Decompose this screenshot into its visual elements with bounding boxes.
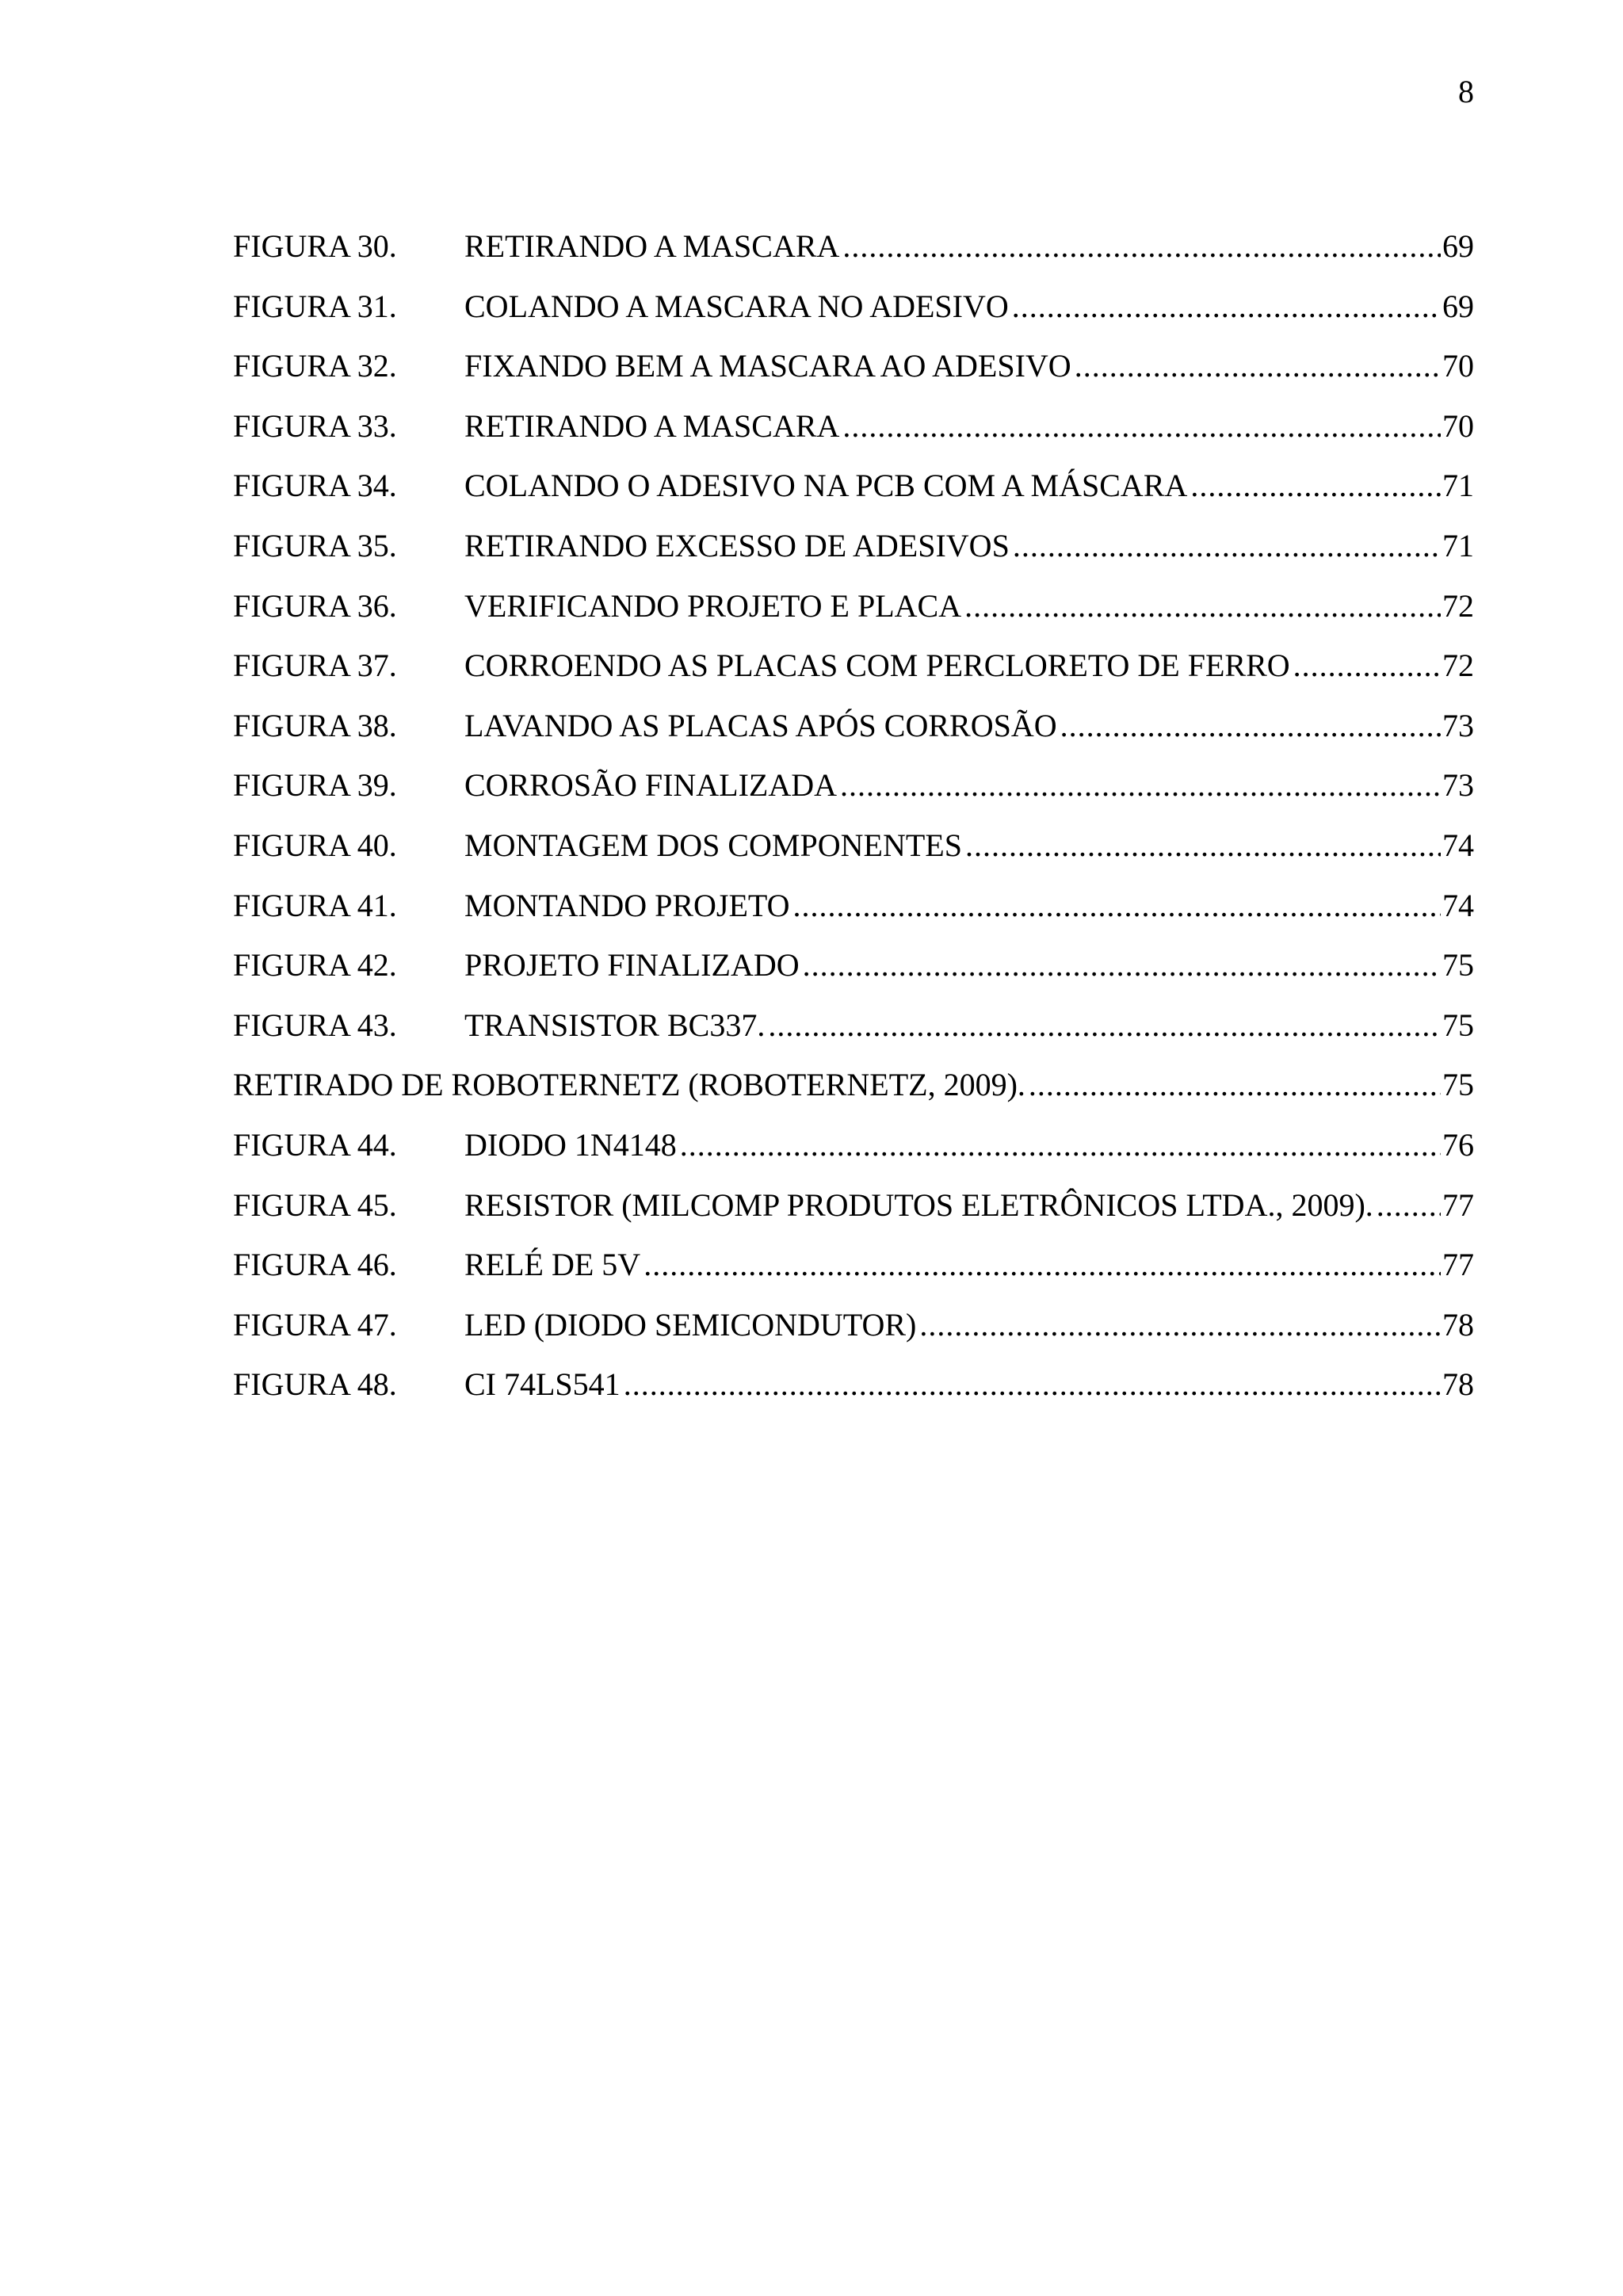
dot-leader bbox=[842, 407, 1441, 445]
dot-leader bbox=[768, 1007, 1441, 1045]
figure-page: 78 bbox=[1442, 1306, 1474, 1343]
page-number: 8 bbox=[1458, 74, 1474, 109]
figure-label: FIGURA 30. bbox=[233, 228, 397, 264]
figure-title: FIXANDO BEM A MASCARA AO ADESIVO bbox=[464, 348, 1071, 384]
figure-page: 78 bbox=[1442, 1366, 1474, 1403]
figure-title: COLANDO O ADESIVO NA PCB COM A MÁSCARA bbox=[464, 468, 1188, 504]
toc-entry[interactable] bbox=[233, 766, 1474, 827]
dot-leader bbox=[1029, 1066, 1441, 1104]
figure-label: FIGURA 45. bbox=[233, 1186, 397, 1223]
figure-title: RETIRANDO EXCESSO DE ADESIVOS bbox=[464, 527, 1010, 563]
dot-leader bbox=[1012, 288, 1441, 326]
toc-entry[interactable] bbox=[233, 1126, 1474, 1186]
dot-leader bbox=[919, 1306, 1441, 1344]
figure-page: 77 bbox=[1442, 1186, 1474, 1223]
dot-leader bbox=[1060, 707, 1441, 745]
dot-leader bbox=[1013, 527, 1441, 565]
figure-title: CORROSÃO FINALIZADA bbox=[464, 767, 838, 804]
toc-entry[interactable] bbox=[233, 527, 1474, 587]
figure-label: FIGURA 34. bbox=[233, 468, 397, 504]
figure-label: FIGURA 35. bbox=[233, 527, 397, 563]
toc-entry[interactable] bbox=[233, 347, 1474, 407]
list-of-figures bbox=[233, 227, 1474, 1426]
figure-page: 71 bbox=[1442, 527, 1474, 563]
dot-leader bbox=[964, 587, 1441, 625]
toc-entry-continuation[interactable] bbox=[233, 1066, 1474, 1126]
figure-label: FIGURA 48. bbox=[233, 1366, 397, 1403]
figure-title: RETIRANDO A MASCARA bbox=[464, 407, 840, 444]
figure-label: FIGURA 42. bbox=[233, 947, 397, 984]
dot-leader bbox=[842, 227, 1441, 266]
figure-page: 69 bbox=[1442, 228, 1474, 264]
dot-leader bbox=[1293, 647, 1441, 685]
figure-page: 74 bbox=[1442, 827, 1474, 863]
figure-title: LAVANDO AS PLACAS APÓS CORROSÃO bbox=[464, 707, 1057, 743]
figure-title: RETIRADO DE ROBOTERNETZ (ROBOTERNETZ, 2009). bbox=[233, 1067, 1025, 1103]
figure-page: 75 bbox=[1442, 1067, 1474, 1103]
toc-entry[interactable] bbox=[233, 1366, 1474, 1426]
figure-label: FIGURA 43. bbox=[233, 1007, 397, 1043]
figure-page: 74 bbox=[1442, 887, 1474, 923]
figure-page: 72 bbox=[1442, 587, 1474, 624]
figure-label: FIGURA 36. bbox=[233, 587, 397, 624]
dot-leader bbox=[840, 766, 1441, 804]
figure-label: FIGURA 38. bbox=[233, 707, 397, 743]
figure-label: FIGURA 46. bbox=[233, 1247, 397, 1283]
figure-page: 76 bbox=[1442, 1126, 1474, 1163]
figure-page: 73 bbox=[1442, 707, 1474, 743]
figure-title: DIODO 1N4148 bbox=[464, 1126, 677, 1163]
figure-page: 71 bbox=[1442, 468, 1474, 504]
toc-entry[interactable] bbox=[233, 946, 1474, 1007]
figure-label: FIGURA 44. bbox=[233, 1126, 397, 1163]
figure-label: FIGURA 33. bbox=[233, 407, 397, 444]
figure-title: RESISTOR (MILCOMP PRODUTOS ELETRÔNICOS LTDA., 2009). bbox=[464, 1186, 1373, 1223]
figure-title: RETIRANDO A MASCARA bbox=[464, 228, 840, 264]
toc-entry[interactable] bbox=[233, 827, 1474, 887]
toc-entry[interactable] bbox=[233, 587, 1474, 648]
toc-entry[interactable] bbox=[233, 1186, 1474, 1247]
toc-entry[interactable] bbox=[233, 407, 1474, 468]
toc-entry[interactable] bbox=[233, 1007, 1474, 1067]
dot-leader bbox=[1075, 347, 1441, 385]
figure-page: 70 bbox=[1442, 407, 1474, 444]
toc-entry[interactable] bbox=[233, 227, 1474, 288]
figure-label: FIGURA 32. bbox=[233, 348, 397, 384]
figure-title: PROJETO FINALIZADO bbox=[464, 947, 800, 984]
toc-entry[interactable] bbox=[233, 1306, 1474, 1366]
figure-page: 75 bbox=[1442, 1007, 1474, 1043]
figure-page: 73 bbox=[1442, 767, 1474, 804]
figure-title: MONTAGEM DOS COMPONENTES bbox=[464, 827, 962, 863]
figure-page: 77 bbox=[1442, 1247, 1474, 1283]
figure-page: 69 bbox=[1442, 288, 1474, 324]
figure-title: CI 74LS541 bbox=[464, 1366, 621, 1403]
toc-entry[interactable] bbox=[233, 647, 1474, 707]
toc-entry[interactable] bbox=[233, 1246, 1474, 1306]
figure-title: MONTANDO PROJETO bbox=[464, 887, 790, 923]
figure-title: VERIFICANDO PROJETO E PLACA bbox=[464, 587, 962, 624]
figure-title: CORROENDO AS PLACAS COM PERCLORETO DE FERRO bbox=[464, 648, 1290, 684]
figure-page: 72 bbox=[1442, 648, 1474, 684]
dot-leader bbox=[965, 827, 1441, 865]
figure-label: FIGURA 41. bbox=[233, 887, 397, 923]
dot-leader bbox=[793, 887, 1441, 925]
dot-leader bbox=[1377, 1186, 1441, 1224]
toc-entry[interactable] bbox=[233, 467, 1474, 527]
dot-leader bbox=[624, 1366, 1441, 1404]
figure-label: FIGURA 39. bbox=[233, 767, 397, 804]
dot-leader bbox=[803, 946, 1441, 984]
figure-title: COLANDO A MASCARA NO ADESIVO bbox=[464, 288, 1009, 324]
figure-page: 75 bbox=[1442, 947, 1474, 984]
figure-page: 70 bbox=[1442, 348, 1474, 384]
toc-entry[interactable] bbox=[233, 707, 1474, 767]
figure-title: LED (DIODO SEMICONDUTOR) bbox=[464, 1306, 917, 1343]
figure-title: RELÉ DE 5V bbox=[464, 1247, 641, 1283]
toc-entry[interactable] bbox=[233, 288, 1474, 348]
figure-label: FIGURA 40. bbox=[233, 827, 397, 863]
figure-label: FIGURA 47. bbox=[233, 1306, 397, 1343]
dot-leader bbox=[680, 1126, 1441, 1164]
toc-entry[interactable] bbox=[233, 887, 1474, 947]
dot-leader bbox=[1190, 467, 1441, 505]
figure-label: FIGURA 31. bbox=[233, 288, 397, 324]
figure-label: FIGURA 37. bbox=[233, 648, 397, 684]
figure-title: TRANSISTOR BC337. bbox=[464, 1007, 766, 1043]
dot-leader bbox=[643, 1246, 1441, 1284]
